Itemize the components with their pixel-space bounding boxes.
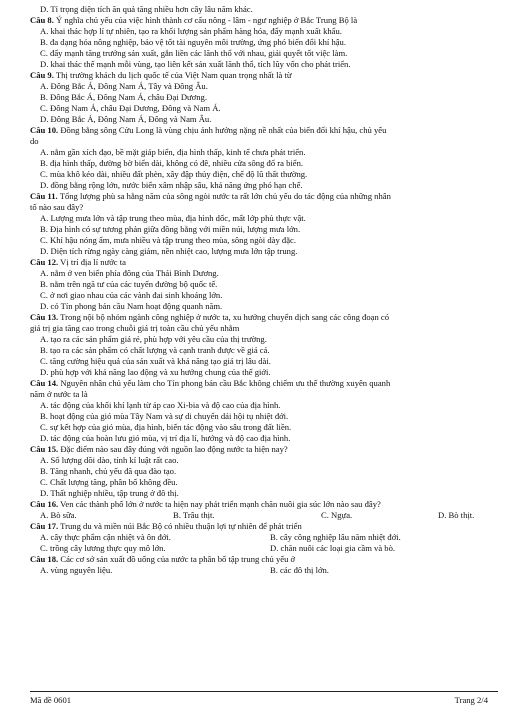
question-line <box>30 191 498 202</box>
text-line <box>40 433 498 444</box>
footer-divider <box>30 691 498 692</box>
line-text: A. khai thác hợp lí tự nhiên, tạo ra khối lượng sản phẩm hàng hóa, đẩy mạnh xuất khẩu. <box>40 26 342 36</box>
line-text: B. tạo ra các sản phẩm có chất lượng và cạnh tranh được về giá cả. <box>40 345 270 355</box>
line-text: B. Đông Bắc Á, Đông Nam Á, châu Đại Dương. <box>40 92 207 102</box>
answer-option: C. Ngựa. <box>321 510 353 520</box>
line-text: C. sự kết hợp của gió mùa, địa hình, biến tác động vào sâu trong đất liền. <box>40 422 292 432</box>
text-line <box>40 37 498 48</box>
line-text: do <box>30 136 39 146</box>
question-line <box>30 378 498 389</box>
question-line <box>30 70 498 81</box>
text-line <box>40 532 498 543</box>
text-line <box>40 345 498 356</box>
page-number: Trang 2/4 <box>454 695 488 705</box>
line-text: B. Tăng nhanh, chủ yếu đã qua đào tạo. <box>40 466 177 476</box>
question-line <box>30 444 498 455</box>
question-line <box>30 521 498 532</box>
text-line <box>40 158 498 169</box>
text-line <box>40 301 498 312</box>
question-stem: Trung du và miền núi Bắc Bộ có nhiều thuận lợi tự nhiên để phát triển <box>58 521 302 531</box>
line-text: giá trị gia tăng cao trong chuỗi giá trị toàn cầu chủ yếu nhằm <box>30 323 240 333</box>
question-line <box>30 554 498 565</box>
question-stem: Đặc điểm nào sau đây đúng với nguồn lao động nước ta hiện nay? <box>58 444 288 454</box>
line-text: A. nằm ở ven biển phía đông của Thái Bình Dương. <box>40 268 219 278</box>
line-text: B. hoạt động của gió mùa Tây Nam và sự di chuyển dải hội tụ nhiệt đới. <box>40 411 289 421</box>
text-line <box>40 510 498 521</box>
question-stem: Trong nội bộ nhóm ngành công nghiệp ở nước ta, xu hướng chuyển dịch sang các công đoạn có <box>58 312 390 322</box>
text-line <box>40 543 498 554</box>
text-line <box>40 422 498 433</box>
text-line <box>40 224 498 235</box>
line-text: C. trồng cây lương thực quy mô lớn. <box>40 543 166 553</box>
line-text: A. tạo ra các sản phẩm giá rẻ, phù hợp với yêu cầu của thị trường. <box>40 334 267 344</box>
line-text: D. phù hợp với khả năng lao động và xu hướng chung của thế giới. <box>40 367 271 377</box>
question-number: Câu 9. <box>30 70 54 80</box>
line-text: A. vùng nguyên liệu. <box>40 565 113 575</box>
text-line <box>40 114 498 125</box>
question-number: Câu 17. <box>30 521 59 531</box>
line-text: D. đồng bằng rộng lớn, nước biển xâm nhập sâu, khả năng ứng phó hạn chế. <box>40 180 303 190</box>
text-line <box>40 268 498 279</box>
line-text: A. nằm gần xích đạo, bề mặt giáp biển, địa hình thấp, kinh tế chưa phát triển. <box>40 147 306 157</box>
answer-option: B. các đô thị lớn. <box>270 565 329 575</box>
text-line <box>40 466 498 477</box>
question-line <box>30 15 498 26</box>
text-line <box>40 290 498 301</box>
text-line <box>40 169 498 180</box>
line-text: C. Đông Nam Á, châu Đại Dương, Đông và Nam Á. <box>40 103 221 113</box>
line-text: A. cây thực phẩm cận nhiệt và ôn đới. <box>40 532 171 542</box>
question-number: Câu 12. <box>30 257 59 267</box>
text-line <box>40 81 498 92</box>
line-text: C. Khí hậu nóng ẩm, mưa nhiều và tập trung theo mùa, sông ngòi dày đặc. <box>40 235 296 245</box>
text-line <box>40 411 498 422</box>
text-line <box>30 202 498 213</box>
text-line <box>40 279 498 290</box>
line-text: tố nào sau đây? <box>30 202 84 212</box>
line-text: D. Thất nghiệp nhiều, tập trung ở đô thị. <box>40 488 179 498</box>
question-number: Câu 15. <box>30 444 59 454</box>
text-line <box>40 48 498 59</box>
line-text: A. tác động của khối khí lạnh từ áp cao Xi-bia và độ cao của địa hình. <box>40 400 281 410</box>
text-line <box>40 488 498 499</box>
line-text: D. khai thác thế mạnh mỗi vùng, tạo liên kết sản xuất lãnh thổ, tích lũy vốn cho phát triển. <box>40 59 351 69</box>
question-number: Câu 13. <box>30 312 59 322</box>
text-line <box>40 92 498 103</box>
question-number: Câu 8. <box>30 15 54 25</box>
question-stem: Vị trí địa lí nước ta <box>58 257 126 267</box>
line-text: C. mùa khô kéo dài, nhiều đất phèn, xây đập thủy điện, chế độ lũ thất thường. <box>40 169 308 179</box>
line-text: B. đa dạng hóa nông nghiệp, bảo vệ tốt tài nguyên môi trường, ứng phó biến đổi khí hậu. <box>40 37 347 47</box>
text-line <box>40 26 498 37</box>
text-line <box>40 477 498 488</box>
line-text: D. Đông Bắc Á, Đông Nam Á, Đông và Nam Âu. <box>40 114 212 124</box>
text-line <box>40 103 498 114</box>
text-line <box>40 334 498 345</box>
line-text: D. Tỉ trọng diện tích ăn quả tăng nhiều hơn cây lâu năm khác. <box>40 4 253 14</box>
answer-option: D. Bò thịt. <box>438 510 475 520</box>
exam-code: Mã đề 0601 <box>30 695 72 705</box>
answer-option: B. Trâu thịt. <box>173 510 215 520</box>
line-text: B. Địa hình có sự tương phản giữa đồng bằng với miền núi, lượng mưa lớn. <box>40 224 301 234</box>
text-line <box>40 180 498 191</box>
answer-option: B. cây công nghiệp lâu năm nhiệt đới. <box>270 532 401 542</box>
text-line <box>40 565 498 576</box>
line-text: C. tăng cường hiệu quả của sản xuất và khả năng tạo giá trị lâu dài. <box>40 356 271 366</box>
text-line <box>30 389 498 400</box>
line-text: D. Diện tích rừng ngày càng giảm, nền nhiệt cao, lượng mưa lớn tập trung. <box>40 246 298 256</box>
line-text: năm ở nước ta là <box>30 389 88 399</box>
text-line <box>40 400 498 411</box>
question-line <box>30 257 498 268</box>
line-text: C. Chất lượng tăng, phân bố không đều. <box>40 477 178 487</box>
text-line <box>40 4 498 15</box>
line-text: B. địa hình thấp, đường bờ biển dài, không có đê, nhiều cửa sông đổ ra biển. <box>40 158 304 168</box>
question-number: Câu 10. <box>30 125 59 135</box>
question-stem: Các cơ sở sản xuất đồ uống của nước ta phân bố tập trung chủ yếu ở <box>58 554 296 564</box>
text-line <box>40 59 498 70</box>
question-stem: Thị trường khách du lịch quốc tế của Việt Nam quan trọng nhất là từ <box>53 70 292 80</box>
question-number: Câu 18. <box>30 554 59 564</box>
answer-option: D. chăn nuôi các loại gia cầm và bò. <box>270 543 396 553</box>
question-stem: Ven các thành phố lớn ở nước ta hiện nay phát triển mạnh chăn nuôi gia súc lớn nào sau đây? <box>58 499 381 509</box>
text-line <box>30 136 498 147</box>
line-text: C. ở nơi giao nhau của các vành đai sinh khoáng lớn. <box>40 290 223 300</box>
question-number: Câu 11. <box>30 191 58 201</box>
text-line <box>40 213 498 224</box>
line-text: A. Bò sữa. <box>40 510 77 520</box>
line-text: A. Đông Bắc Á, Đông Nam Á, Tây và Đông Âu. <box>40 81 208 91</box>
question-stem: Tổng lượng phù sa hằng năm của sông ngòi nước ta rất lớn chủ yếu do tác động của những nhân <box>57 191 391 201</box>
line-text: C. đẩy mạnh tăng trưởng sản xuất, gắn liền các lãnh thổ với nhau, giải quyết tốt việc làm. <box>40 48 348 58</box>
question-line <box>30 125 498 136</box>
question-number: Câu 14. <box>30 378 59 388</box>
text-line <box>40 246 498 257</box>
line-text: D. có Tín phong bán cầu Nam hoạt động quanh năm. <box>40 301 223 311</box>
line-text: D. tác động của hoàn lưu gió mùa, vị trí địa lí, hướng và độ cao địa hình. <box>40 433 291 443</box>
text-line <box>40 356 498 367</box>
line-text: B. nằm trên ngã tư của các tuyến đường bộ quốc tế. <box>40 279 218 289</box>
line-text: A. Số lượng dồi dào, tính kỉ luật rất cao. <box>40 455 179 465</box>
line-text: A. Lượng mưa lớn và tập trung theo mùa, địa hình dốc, mất lớp phủ thực vật. <box>40 213 306 223</box>
text-line <box>40 367 498 378</box>
question-number: Câu 16. <box>30 499 59 509</box>
text-line <box>30 323 498 334</box>
text-line <box>40 147 498 158</box>
question-stem: Ý nghĩa chủ yếu của việc hình thành cơ cấu nông - lâm - ngư nghiệp ở Bắc Trung Bộ là <box>53 15 358 25</box>
question-stem: Đồng bằng sông Cửu Long là vùng chịu ảnh hưởng nặng nề nhất của biến đổi khí hậu, chủ yếu <box>58 125 387 135</box>
text-line <box>40 455 498 466</box>
question-line <box>30 312 498 323</box>
question-line <box>30 499 498 510</box>
text-line <box>40 235 498 246</box>
question-stem: Nguyên nhân chủ yếu làm cho Tín phong bán cầu Bắc không chiếm ưu thế thường xuyên quanh <box>58 378 391 388</box>
